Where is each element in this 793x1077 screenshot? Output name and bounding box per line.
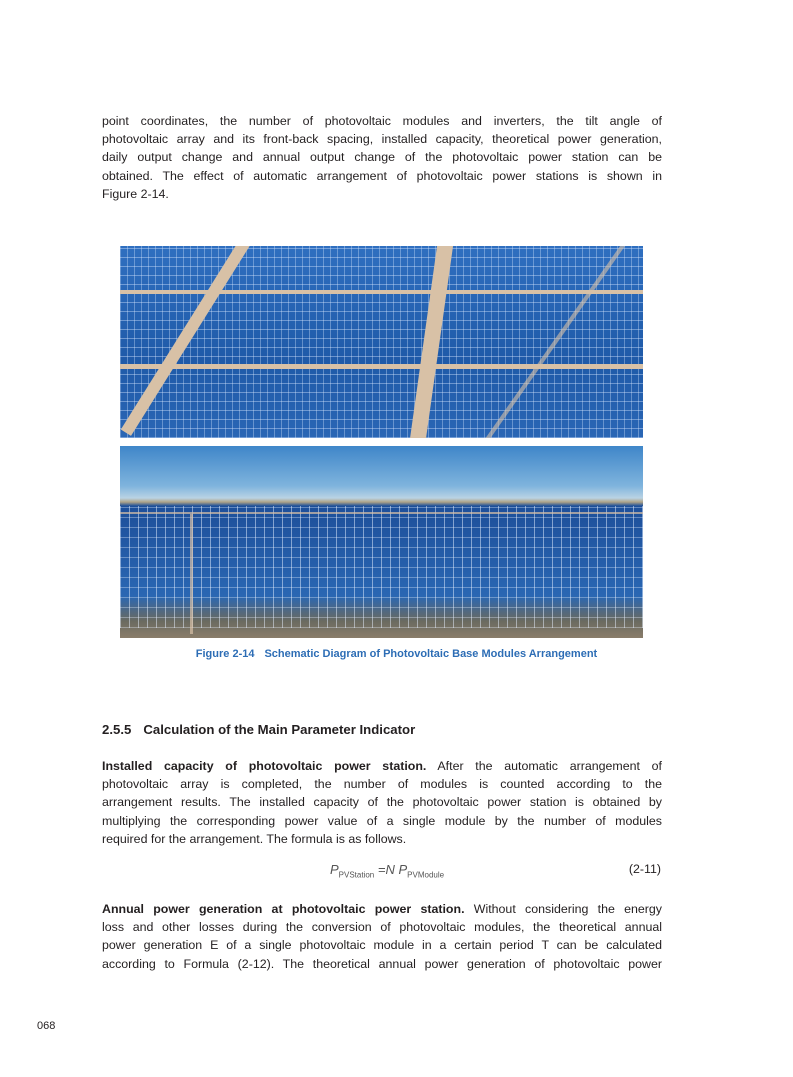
text-line: point coordinates, the number of photovoltaic modules and inverters, the tilt angle of [102,114,662,128]
perspective-pv-array-photo [120,446,643,638]
text-line: loss and other losses during the conversion of photovoltaic modules, the theoretical annual [102,920,662,935]
figure-title: Schematic Diagram of Photovoltaic Base Modules Arrangement [264,648,598,660]
text-line: obtained. The effect of automatic arrangement of photovoltaic power stations is shown in [102,168,662,183]
page-number: 068 [37,1020,56,1032]
figure-number: Figure 2-14 [195,648,255,660]
section-title: Calculation of the Main Parameter Indicator [143,722,416,737]
text-line: Figure 2-14. [102,186,169,201]
text-line: Without considering the energy [464,902,662,916]
section-number: 2.5.5 [102,722,132,737]
text-line: After the automatic arrangement of [426,759,662,773]
text-line: daily output change and annual output change of the photovoltaic power station can be [102,150,662,165]
paragraph-lead: Installed capacity of photovoltaic power station. [102,759,427,773]
capacity-paragraph [102,757,662,848]
paragraph-lead: Annual power generation at photovoltaic power station. [102,902,465,916]
text-line: photovoltaic array and its front-back spacing, installed capacity, theoretical power generation, [102,132,662,147]
equation-number: (2-11) [628,862,661,876]
aerial-pv-array-photo [120,246,643,438]
text-line: arrangement results. The installed capacity of the photovoltaic power station is obtained by [102,795,662,810]
text-line: power generation E of a single photovoltaic module in a certain period T can be calculated [102,938,662,953]
generation-paragraph [102,900,662,973]
text-line: according to Formula (2-12). The theoretical annual power generation of photovoltaic power [102,956,662,971]
text-line: multiplying the corresponding power value of a single module by the number of modules [102,813,662,828]
text-line: photovoltaic array is completed, the number of modules is counted according to the [102,777,662,792]
section-heading [102,722,415,737]
intro-paragraph [102,112,662,203]
text-line: required for the arrangement. The formula is as follows. [102,831,407,846]
formula-2-11: $P_{PVStation} =N$ $P_{PVModule}$ [330,862,445,880]
figure-caption [0,648,793,660]
